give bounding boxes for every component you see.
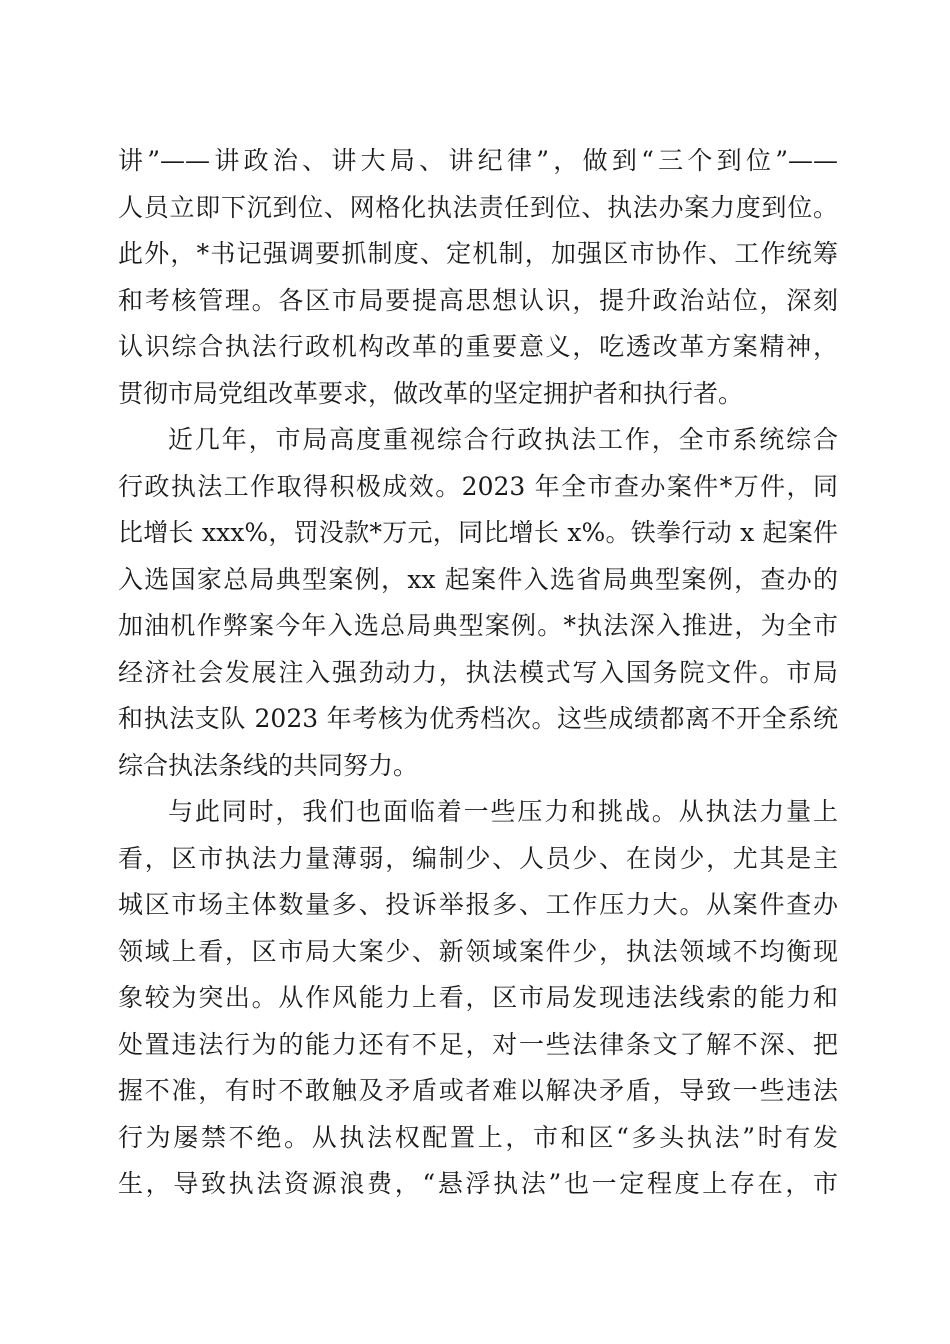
text-line: 近几年，市局高度重视综合行政执法工作，全市系统综合 (168, 425, 838, 454)
text-line: 此外，*书记强调要抓制度、定机制，加强区市协作、工作统筹 (118, 239, 838, 268)
text-line: 经济社会发展注入强劲动力，执法模式写入国务院文件。市局 (118, 657, 838, 687)
text-line: 握不准，有时不敢触及矛盾或者难以解决矛盾，导致一些违法 (118, 1076, 838, 1105)
text-line: 入选国家总局典型案例，xx 起案件入选省局典型案例，查办的 (118, 564, 838, 594)
text-line: 综合执法条线的共同努力。 (118, 750, 419, 780)
text-line: 比增长 xxx%，罚没款*万元，同比增长 x%。铁拳行动 x 起案件 (118, 518, 838, 547)
text-line: 和考核管理。各区市局要提高思想认识，提升政治站位，深刻 (118, 285, 838, 315)
text-line: 讲”——讲政治、讲大局、讲纪律”，做到“三个到位”—— (118, 146, 838, 175)
text-line: 贯彻市局党组改革要求，做改革的坚定拥护者和执行者。 (118, 378, 744, 408)
text-line: 城区市场主体数量多、投诉举报多、工作压力大。从案件查办 (118, 890, 838, 919)
text-line: 处置违法行为的能力还有不足，对一些法律条文了解不深、把 (118, 1029, 838, 1059)
text-line: 人员立即下沉到位、网格化执法责任到位、执法办案力度到位。 (118, 192, 838, 222)
text-line: 加油机作弊案今年入选总局典型案例。*执法深入推进，为全市 (118, 611, 838, 640)
text-line: 看，区市执法力量薄弱，编制少、人员少、在岗少，尤其是主 (118, 843, 838, 873)
text-line: 领域上看，区市局大案少、新领域案件少，执法领域不均衡现 (118, 936, 838, 966)
text-line: 行为屡禁不绝。从执法权配置上，市和区“多头执法”时有发 (118, 1122, 838, 1152)
body-text (118, 138, 838, 1208)
text-line: 和执法支队 2023 年考核为优秀档次。这些成绩都离不开全系统 (118, 704, 838, 733)
text-line: 象较为突出。从作风能力上看，区市局发现违法线索的能力和 (118, 983, 838, 1012)
text-line: 与此同时，我们也面临着一些压力和挑战。从执法力量上 (168, 797, 838, 826)
text-line: 认识综合执法行政机构改革的重要意义，吃透改革方案精神， (118, 332, 838, 361)
text-line: 行政执法工作取得积极成效。2023 年全市查办案件*万件，同 (118, 471, 838, 501)
text-line: 生，导致执法资源浪费，“悬浮执法”也一定程度上存在，市 (118, 1169, 838, 1198)
